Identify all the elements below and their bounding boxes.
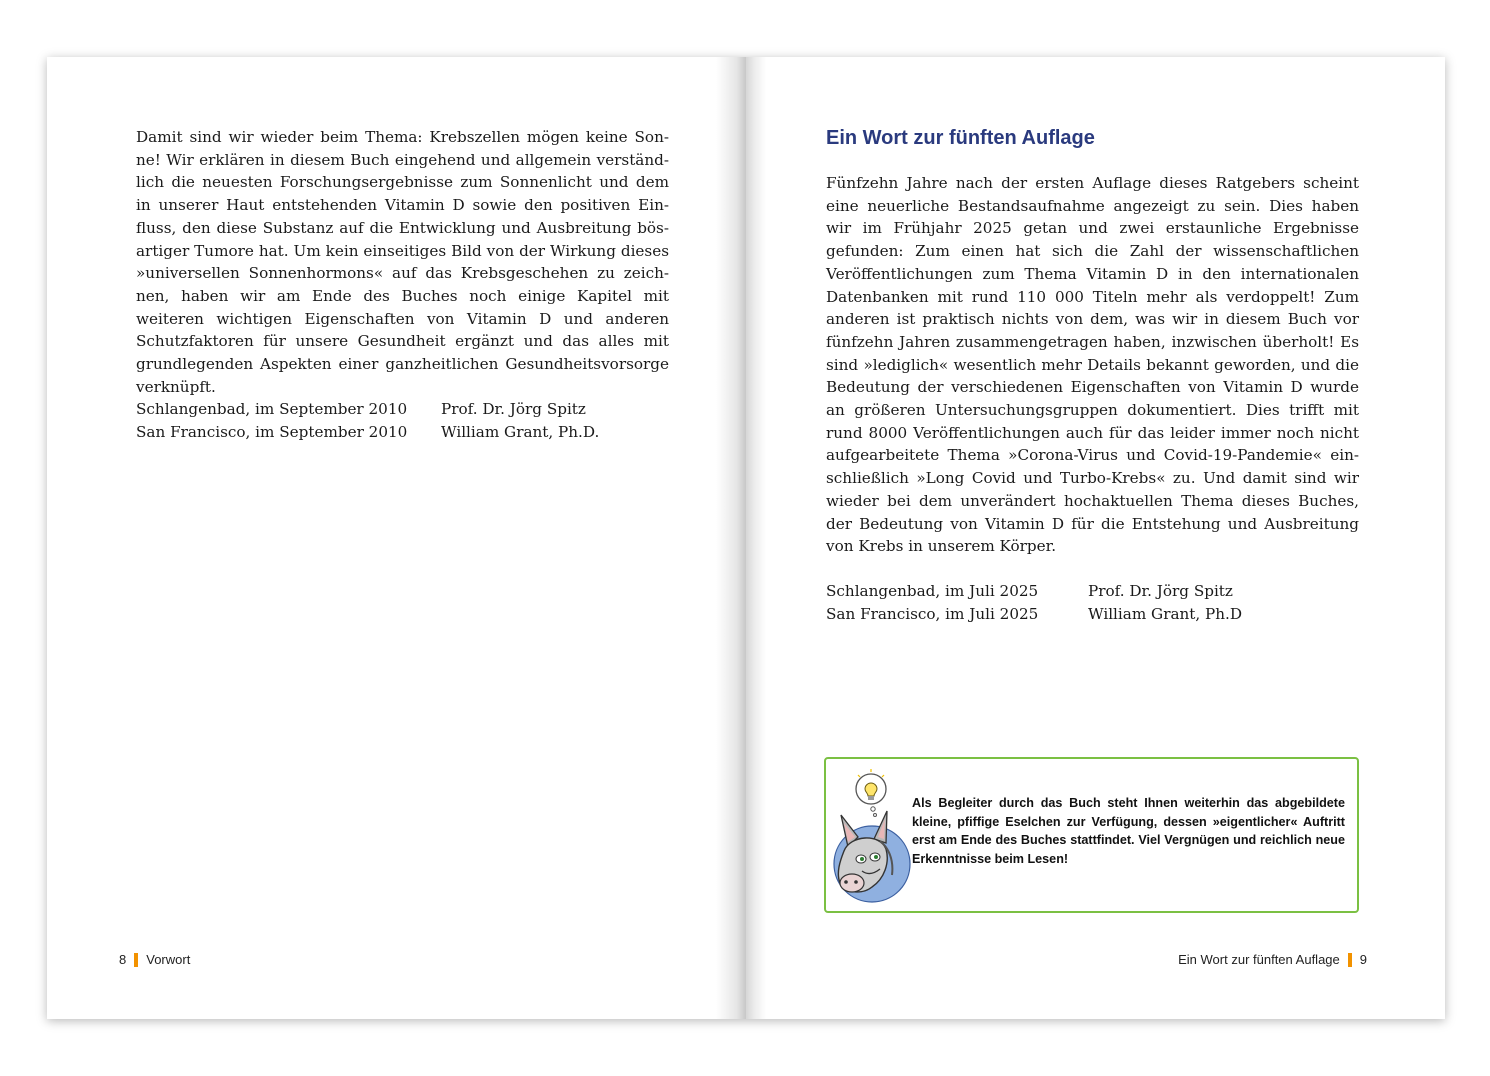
footer-accent-bar bbox=[134, 953, 138, 967]
left-page bbox=[47, 57, 746, 1019]
signature-row bbox=[136, 421, 599, 444]
signature-name: Prof. Dr. Jörg Spitz bbox=[441, 400, 586, 418]
footer-section-title: Vorwort bbox=[146, 952, 191, 967]
signature-row bbox=[826, 603, 1242, 626]
footer-accent-bar bbox=[1348, 953, 1352, 967]
signature-name: William Grant, Ph.D. bbox=[441, 422, 600, 441]
companion-info-box bbox=[824, 757, 1359, 913]
left-body-paragraph: Damit sind wir wieder beim Thema: Krebszellen mögen keine Sonne! Wir erklären in diesem Buch eingehend und allgemein verständlich die neuesten Forschungsergebnisse zum Sonnenlicht und dem in unserer Haut entstehenden Vitamin D sowie den positiven Einfluss, den diese Substanz auf die Entwicklung und Ausbreitung bösartiger Tumore hat. Um kein einseitiges Bild von der Wirkung dieses »universellen Sonnenhormons« auf das Krebsgeschehen zu zeichnen, haben wir am Ende des Buches noch einige Kapitel mit weiteren wichtigen Eigenschaften von Vitamin D und anderen Schutzfaktoren für unsere Gesundheit ergänzt und das alles mit grundlegenden Aspekten einer ganzheitlichen Gesundheitsvorsorge verknüpft. bbox=[136, 128, 669, 396]
gutter-shadow bbox=[746, 57, 766, 1019]
signature-row bbox=[826, 580, 1242, 603]
left-page-footer bbox=[119, 952, 190, 967]
left-signature-block bbox=[136, 398, 599, 443]
gutter-shadow bbox=[716, 57, 746, 1019]
infobox-text: Als Begleiter durch das Buch steht Ihnen weiterhin das abgebildete kleine, pfiffige Eselchen zur Verfügung, dessen »eigentlicher« Auftritt erst am Ende des Buches stattfindet. Viel Vergnügen und reichlich neue Erkenntnisse beim Lesen! bbox=[912, 796, 1345, 866]
signature-name: William Grant, Ph.D bbox=[1088, 604, 1243, 623]
right-body-paragraph: Fünfzehn Jahre nach der ersten Auflage dieses Ratgebers scheint eine neuerliche Bestandsaufnahme angezeigt zu sein. Dies haben wir im Frühjahr 2025 getan und zwei erstaunliche Ergebnisse gefunden: Zum einen hat sich die Zahl der wissenschaftlichen Veröffentlichungen zum Thema Vitamin D in den internationalen Datenbanken mit rund 110 000 Titeln mehr als verdoppelt! Zum anderen ist praktisch nichts von dem, was wir in diesem Buch vor fünfzehn Jahren zusammengetragen haben, inzwischen überholt! Es sind »lediglich« wesentlich mehr Details bekannt geworden, und die Bedeutung der verschiedenen Eigenschaften von Vitamin D wurde an größeren Untersuchungsgruppen dokumentiert. Dies trifft mit rund 8000 Veröffentlichungen auch für das leider immer noch nicht aufgearbeitete Thema »Corona-Virus und Covid-19-Pandemie« einschließlich »Long Covid und Turbo-Krebs« zu. Und damit sind wir wieder bei dem unverändert hochaktuellen Thema dieses Buches, der Bedeutung von Vitamin D für die Entstehung und Ausbreitung von Krebs in unserem Körper. bbox=[826, 174, 1359, 556]
signature-name: Prof. Dr. Jörg Spitz bbox=[1088, 582, 1233, 600]
page-number: 8 bbox=[119, 952, 127, 967]
right-signature-block bbox=[826, 580, 1242, 625]
right-page bbox=[746, 57, 1445, 1019]
footer-section-title: Ein Wort zur fünften Auflage bbox=[1178, 952, 1340, 967]
page-number: 9 bbox=[1359, 952, 1367, 967]
right-page-footer bbox=[1178, 952, 1367, 967]
donkey-illustration bbox=[828, 767, 914, 905]
signature-place: San Francisco, im September 2010 bbox=[136, 422, 408, 441]
lightbulb-icon bbox=[856, 769, 886, 817]
signature-place: San Francisco, im Juli 2025 bbox=[826, 604, 1039, 623]
section-heading: Ein Wort zur fünften Auflage bbox=[826, 127, 1095, 149]
signature-row bbox=[136, 398, 599, 421]
signature-place: Schlangenbad, im September 2010 bbox=[136, 400, 408, 418]
book-spread bbox=[47, 57, 1445, 1019]
signature-place: Schlangenbad, im Juli 2025 bbox=[826, 582, 1039, 600]
